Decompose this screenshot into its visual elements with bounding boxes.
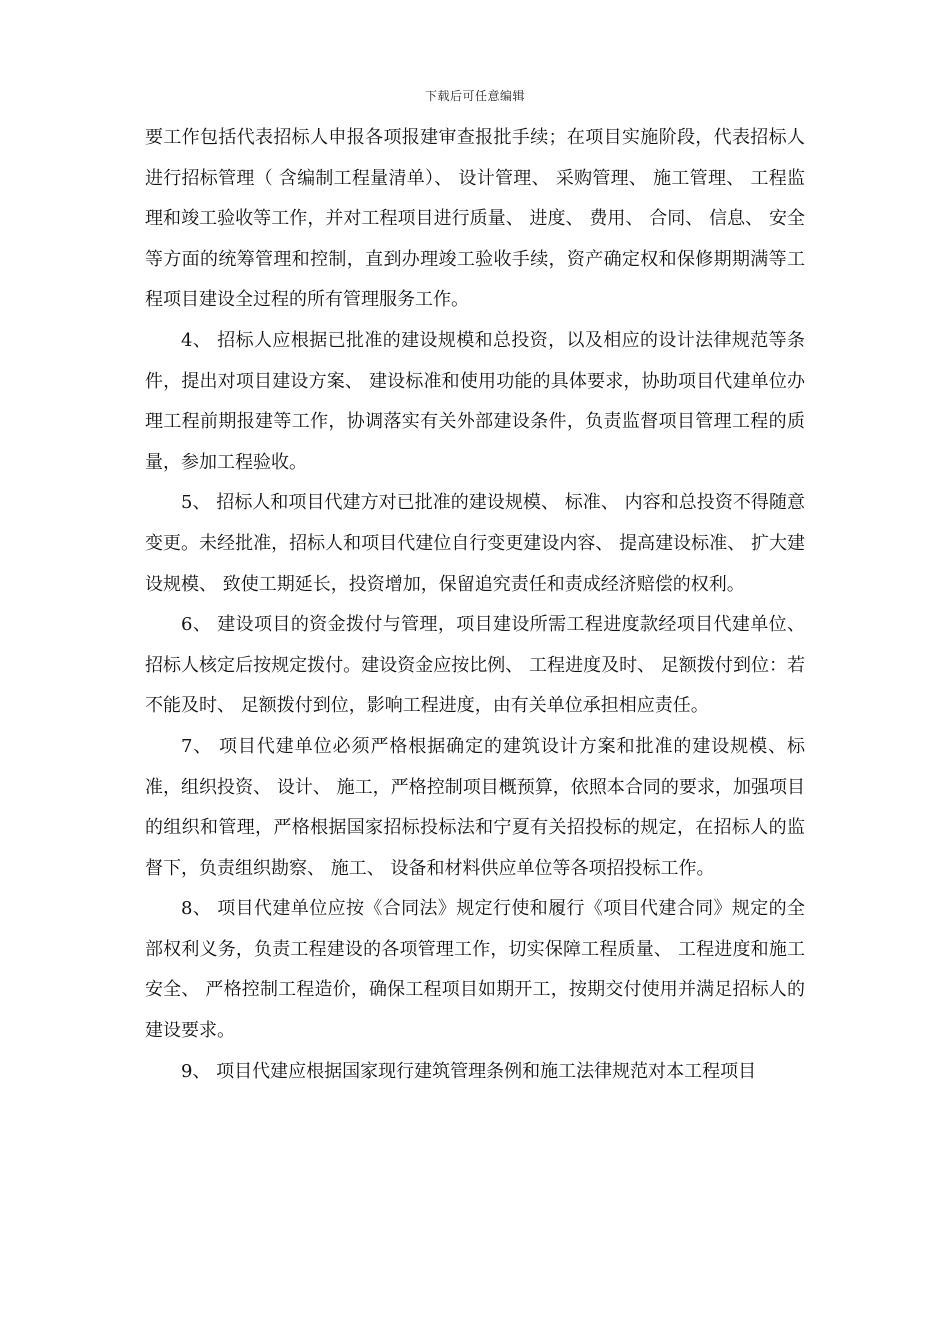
- paragraph-item-8: 8、 项目代建单位应按《合同法》规定行使和履行《项目代建合同》规定的全部权利义务，负责工程建设的各项管理工作，切实保障工程质量、 工程进度和施工安全、 严格控制工程造价，确保工程项目如期开工，按期交付使用并满足招标人的建设要求。: [145, 898, 805, 1042]
- paragraph-item-6: 6、 建设项目的资金拨付与管理，项目建设所需工程进度款经项目代建单位、 招标人核定后按规定拨付。建设资金应按比例、 工程进度及时、 足额拨付到位：若不能及时、 足额拨付到位，影响工程进度，由有关单位承担相应责任。: [145, 614, 805, 717]
- paragraph-item-5: 5、 招标人和项目代建方对已批准的建设规模、 标准、 内容和总投资不得随意变更。未经批准，招标人和项目代建位自行变更建设内容、 提高建设标准、 扩大建设规模、 致使工期延长，投资增加，保留追究责任和责成经济赔偿的权利。: [145, 492, 805, 595]
- document-body: [145, 118, 805, 1092]
- paragraph-item-7: 7、 项目代建单位必须严格根据确定的建筑设计方案和批准的建设规模、标准，组织投资、 设计、 施工，严格控制项目概预算，依照本合同的要求，加强项目的组织和管理，严格根据国家招标投标法和宁夏有关招投标的规定，在招标人的监督下，负责组织勘察、 施工、 设备和材料供应单位等各项招投标工作。: [145, 735, 805, 879]
- paragraph-continuation: 要工作包括代表招标人申报各项报建审查报批手续；在项目实施阶段，代表招标人进行招标管理（ 含编制工程量清单）、 设计管理、 采购管理、 施工管理、 工程监理和竣工验收等工作，并对工程项目进行质量、 进度、 费用、 合同、 信息、 安全等方面的统筹管理和控制，直到办理竣工验收手续，资产确定权和保修期期满等工程项目建设全过程的所有管理服务工作。: [145, 127, 805, 311]
- page-header-note: 下载后可任意编辑: [424, 89, 525, 103]
- paragraph-item-4: 4、 招标人应根据已批准的建设规模和总投资，以及相应的设计法律规范等条件，提出对项目建设方案、 建设标准和使用功能的具体要求，协助项目代建单位办理工程前期报建等工作，协调落实有关外部建设条件，负责监督项目管理工程的质量，参加工程验收。: [145, 329, 805, 473]
- paragraph-item-9: 9、 项目代建应根据国家现行建筑管理条例和施工法律规范对本工程项目: [181, 1060, 757, 1082]
